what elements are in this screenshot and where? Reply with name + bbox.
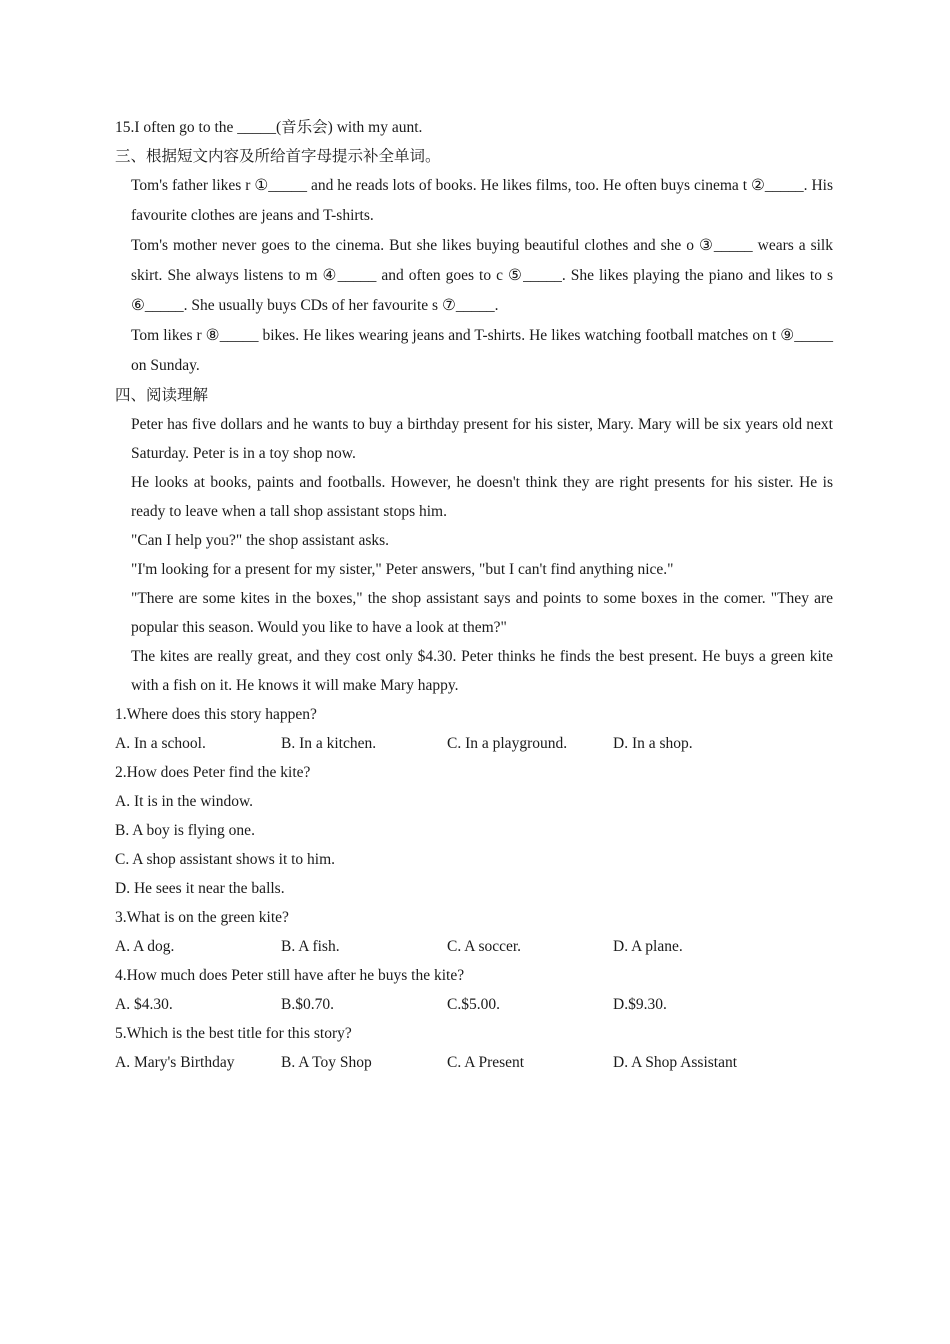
option-a: A. In a school.: [115, 735, 206, 752]
question-3-options: [115, 932, 833, 961]
question-2: 2.How does Peter find the kite?: [115, 764, 311, 781]
section-3-paragraph: Tom likes r ⑧_____ bikes. He likes wearing jeans and T-shirts. He likes watching football matches on t ⑨_____ on Sunday.: [131, 327, 833, 374]
question-1-options: [115, 729, 833, 758]
passage-paragraph: He looks at books, paints and footballs. However, he doesn't think they are right presents for his sister. He is ready to leave when a tall shop assistant stops him.: [131, 474, 833, 520]
question-5: 5.Which is the best title for this story?: [115, 1025, 352, 1042]
option-d: D. He sees it near the balls.: [115, 880, 285, 897]
option-c: C. A shop assistant shows it to him.: [115, 851, 336, 868]
option-c: C.$5.00.: [447, 996, 500, 1013]
question-4-options: [115, 990, 833, 1019]
passage-paragraph: Peter has five dollars and he wants to buy a birthday present for his sister, Mary. Mary will be six years old next Saturday. Peter is in a toy shop now.: [131, 416, 833, 462]
option-a: A. A dog.: [115, 938, 175, 955]
question-5-options: [115, 1048, 833, 1077]
passage-paragraph: The kites are really great, and they cost only $4.30. Peter thinks he finds the best present. He buys a green kite with a fish on it. He knows it will make Mary happy.: [131, 648, 833, 694]
option-c: C. A soccer.: [447, 938, 522, 955]
passage-paragraph: "There are some kites in the boxes," the shop assistant says and points to some boxes in the comer. "They are popular this season. Would you like to have a look at them?": [131, 590, 833, 636]
option-a: A. It is in the window.: [115, 793, 254, 810]
passage-paragraph: "I'm looking for a present for my sister," Peter answers, "but I can't find anything nice.": [131, 561, 674, 578]
option-d: D. In a shop.: [613, 735, 693, 752]
passage-paragraph: "Can I help you?" the shop assistant asks.: [131, 532, 390, 549]
option-d: D. A Shop Assistant: [613, 1054, 738, 1071]
option-a: A. Mary's Birthday: [115, 1054, 235, 1071]
section-3-paragraph: Tom's father likes r ①_____ and he reads lots of books. He likes films, too. He often buys cinema t ②_____. His favourite clothes are jeans and T-shirts.: [131, 177, 833, 224]
option-d: D. A plane.: [613, 938, 683, 955]
option-d: D.$9.30.: [613, 996, 667, 1013]
option-a: A. $4.30.: [115, 996, 173, 1013]
option-b: B.$0.70.: [281, 996, 334, 1013]
option-b: B. A Toy Shop: [281, 1054, 372, 1071]
question-3: 3.What is on the green kite?: [115, 909, 289, 926]
section-4-heading: 四、阅读理解: [115, 387, 209, 404]
section-3-heading: 三、根据短文内容及所给首字母提示补全单词。: [115, 148, 441, 165]
question-1: 1.Where does this story happen?: [115, 706, 317, 723]
question-4: 4.How much does Peter still have after he buys the kite?: [115, 967, 465, 984]
section-3-paragraph: Tom's mother never goes to the cinema. But she likes buying beautiful clothes and she o ③_____ wears a silk skirt. She always listens to m ④_____ and often goes to c ⑤_____. She likes playing the piano and likes to s ⑥_____. She usually buys CDs of her favourite s ⑦_____.: [131, 237, 833, 314]
document-content: [115, 113, 833, 1077]
option-c: C. In a playground.: [447, 735, 568, 752]
option-b: B. A fish.: [281, 938, 340, 955]
option-b: B. In a kitchen.: [281, 735, 377, 752]
option-b: B. A boy is flying one.: [115, 822, 255, 839]
question-15: 15.I often go to the _____(音乐会) with my aunt.: [115, 119, 423, 136]
option-c: C. A Present: [447, 1054, 525, 1071]
